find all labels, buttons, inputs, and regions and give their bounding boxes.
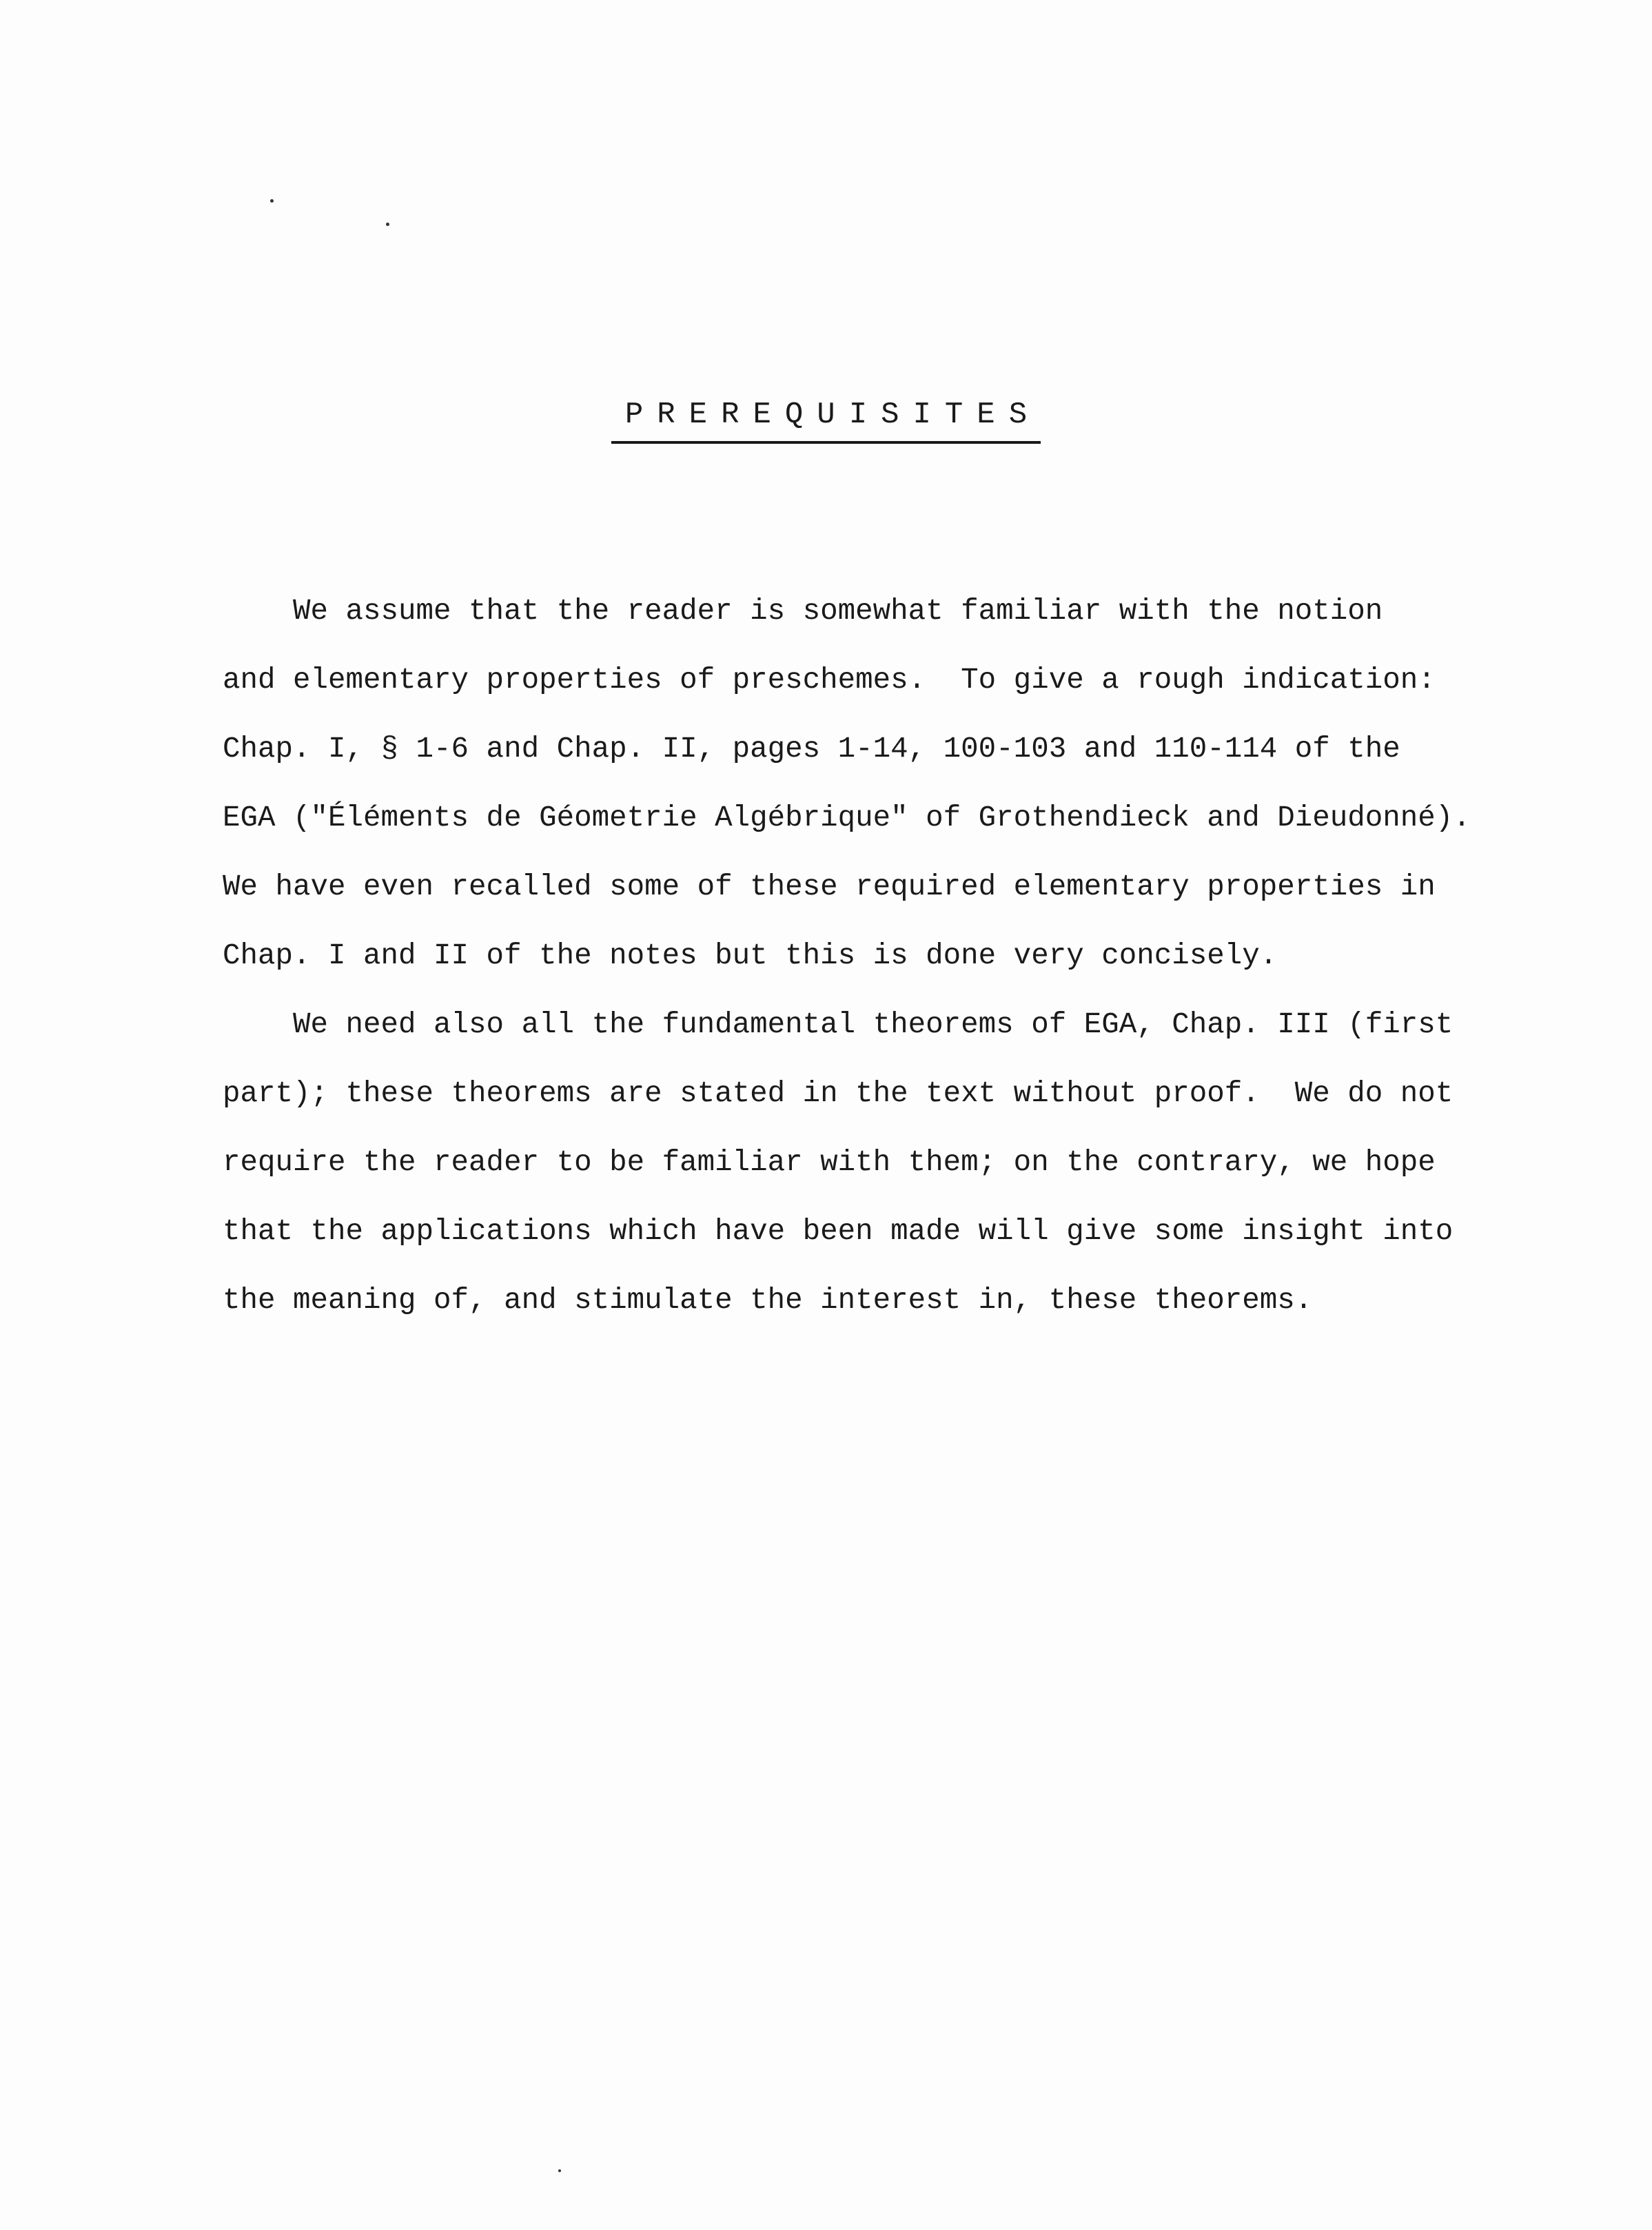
paragraph-1-line-3: Chap. I, § 1-6 and Chap. II, pages 1-14, 100-103 and 110-114 of the (223, 733, 1400, 766)
paragraph-2-line-1: We need also all the fundamental theorems of EGA, Chap. III (first (223, 1008, 1454, 1041)
scan-speck (386, 223, 389, 226)
scan-speck (558, 2169, 561, 2172)
paragraph-1-line-6: Chap. I and II of the notes but this is done very concisely. (223, 939, 1278, 972)
paragraph-1-line-5: We have even recalled some of these required elementary properties in (223, 870, 1436, 903)
scan-speck (270, 199, 274, 203)
paragraph-1-line-1: We assume that the reader is somewhat familiar with the notion (223, 595, 1383, 628)
paragraph-2-line-2: part); these theorems are stated in the text without proof. We do not (223, 1077, 1454, 1110)
paragraph-1-line-4: EGA ("Éléments de Géometrie Algébrique" of Grothendieck and Dieudonné). (223, 801, 1471, 835)
paragraph-2-line-3: require the reader to be familiar with them; on the contrary, we hope (223, 1146, 1436, 1179)
paragraph-2-line-5: the meaning of, and stimulate the interest in, these theorems. (223, 1284, 1313, 1317)
paragraph-2-line-4: that the applications which have been made will give some insight into (223, 1215, 1454, 1248)
paragraph-1-line-2: and elementary properties of preschemes. To give a rough indication: (223, 664, 1436, 697)
page-title-text: PREREQUISITES (611, 394, 1041, 444)
page-title (0, 394, 1652, 444)
